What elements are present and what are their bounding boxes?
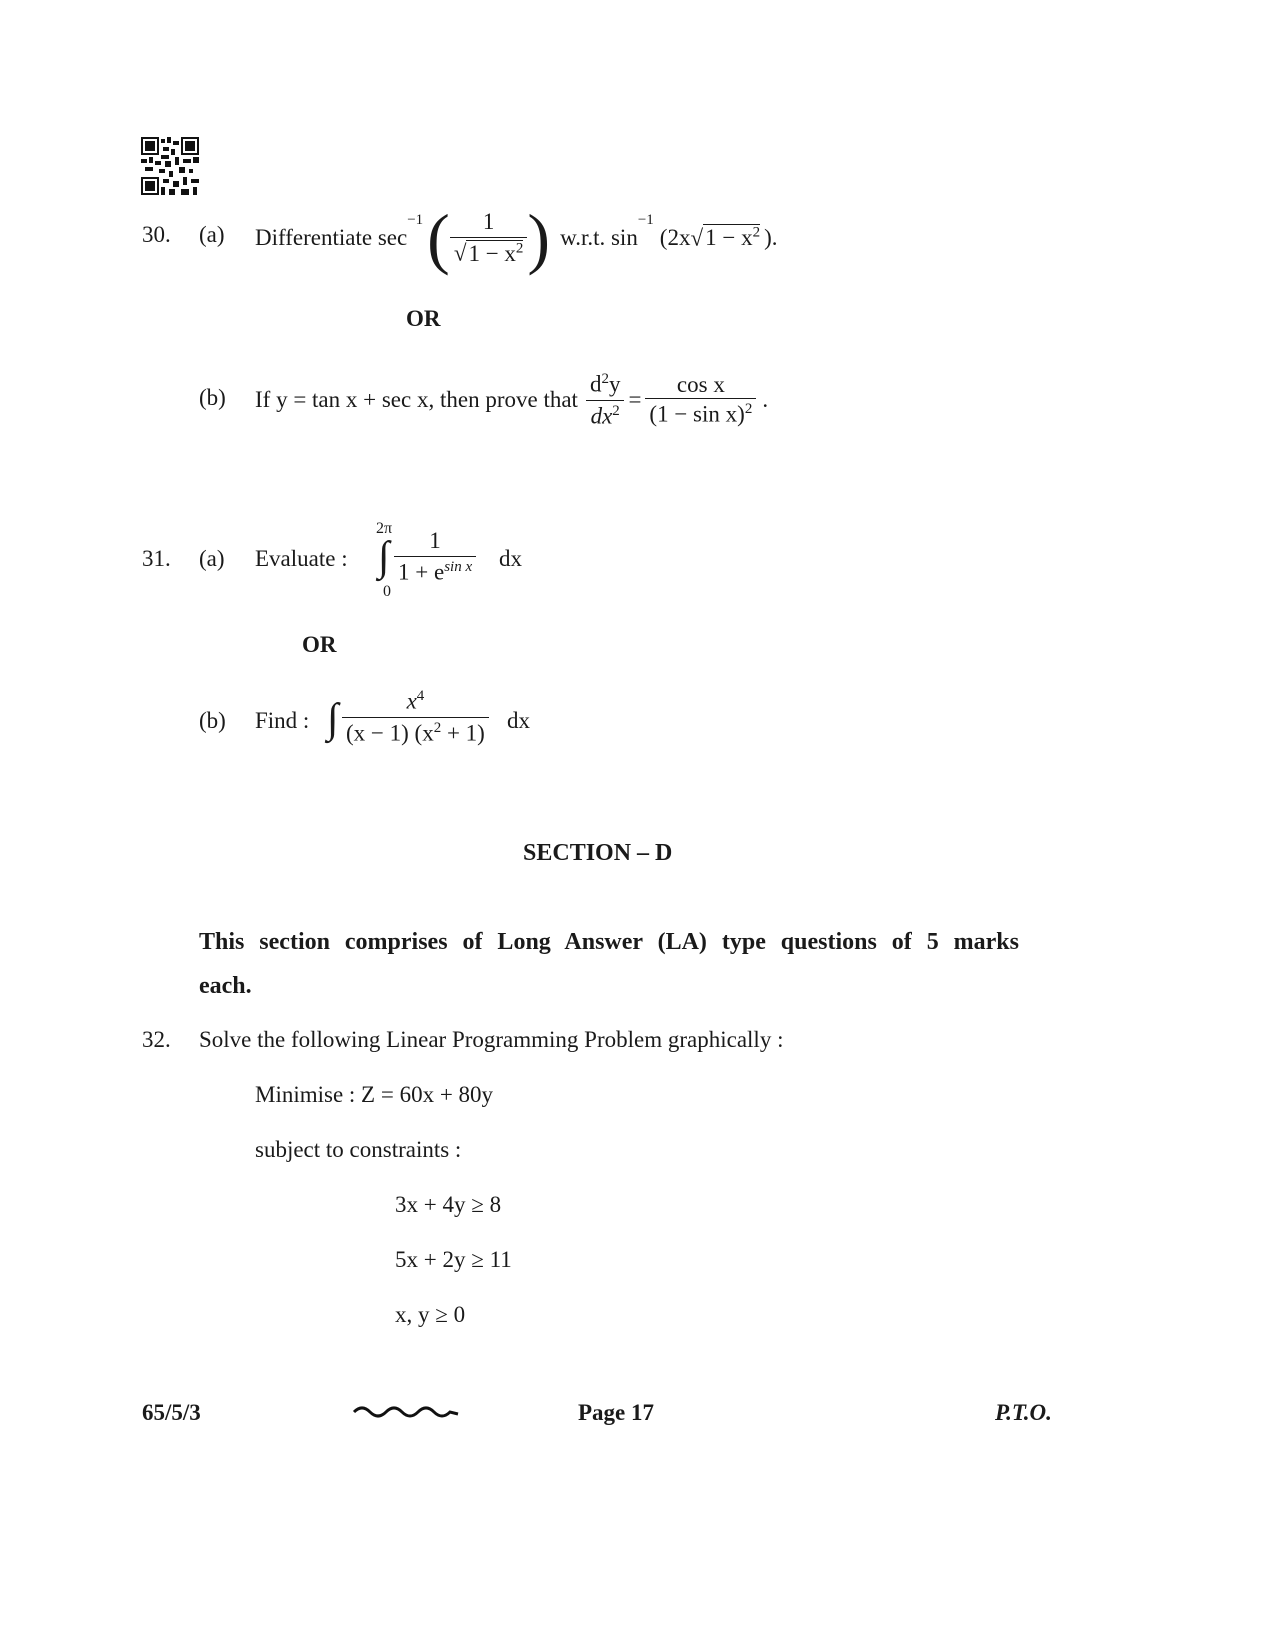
q30-b-lhs-den <box>586 401 625 430</box>
q31-a-num: 1 <box>394 528 476 557</box>
q32-constraint-1: 3x + 4y ≥ 8 <box>395 1192 502 1217</box>
q31-a-text: Evaluate : <box>255 546 348 571</box>
q30-a-arg-sqrt-body: 1 − x <box>705 225 753 251</box>
q30-a-question <box>255 198 778 278</box>
q32-objective: Minimise : Z = 60x + 80y <box>255 1082 494 1107</box>
right-paren: ) <box>527 200 551 276</box>
q30-or: OR <box>406 306 441 331</box>
wave-ornament <box>352 1402 460 1422</box>
q31-number: 31. <box>142 546 171 571</box>
q30-a-label: (a) <box>199 222 225 247</box>
integral-sign: ∫ <box>378 534 390 580</box>
q31-b-den-sup: 2 <box>433 719 442 736</box>
q31-a-fraction <box>394 528 476 586</box>
q31-b-text: Find : <box>255 708 310 733</box>
footer-page: Page 17 <box>578 1400 655 1425</box>
q30-b-end: . <box>762 387 769 412</box>
footer-code: 65/5/3 <box>142 1400 201 1425</box>
q32-constraint-2: 5x + 2y ≥ 11 <box>395 1247 512 1272</box>
q31-b-num-x: x <box>406 688 417 714</box>
q30-a-sqrt-sup: 2 <box>515 240 524 257</box>
q30-a-frac-den: $√1 - x^2$ <box>453 240 524 266</box>
q32-text: Solve the following Linear Programming Problem graphically : <box>199 1027 784 1052</box>
q30-a-wrt-sup: −1 <box>637 212 654 228</box>
q30-a-wrt: w.r.t. sin <box>560 225 638 250</box>
q30-a-fraction <box>450 209 528 267</box>
q30-b-rhs-num: cos x <box>645 372 756 399</box>
q31-a-den <box>394 557 476 586</box>
q31-a-lower: 0 <box>383 583 391 600</box>
q32-number: 32. <box>142 1027 171 1052</box>
q31-a-den-body: 1 + e <box>398 559 445 585</box>
rhs-den-sup: 2 <box>744 401 753 418</box>
section-intro: This section comprises of Long Answer (LA) type questions of 5 marks each. <box>199 929 1019 999</box>
q30-a-arg-sup: 2 <box>752 224 761 241</box>
q32-constraint-3: x, y ≥ 0 <box>395 1302 466 1327</box>
q30-a-arg-post: ). <box>764 225 778 250</box>
q31-b-den <box>342 718 489 747</box>
q31-b-label: (b) <box>199 708 226 733</box>
rhs-den-body: (1 − sin x) <box>649 401 745 427</box>
q30-b-rhs <box>645 372 756 428</box>
equals-sign: = <box>628 387 642 412</box>
q30-a-frac-num: 1 <box>450 209 528 238</box>
q31-b-den-pre: (x − 1) (x <box>346 720 434 746</box>
q30-a-text: Differentiate sec <box>255 225 408 250</box>
q30-number: 30. <box>142 222 171 247</box>
q30-a-arg-sqrt: $√1 - x^2$ <box>690 224 761 251</box>
q31-b-fraction <box>342 688 489 746</box>
q30-b-label: (b) <box>199 385 226 410</box>
lhs-d: d <box>589 371 602 397</box>
q31-b-num-sup: 4 <box>416 688 425 704</box>
qr-code <box>141 137 199 195</box>
q30-a-sup: −1 <box>407 212 424 228</box>
section-title: SECTION – D <box>523 840 673 866</box>
q30-a-arg-pre: (2x <box>659 225 691 250</box>
footer-pto: P.T.O. <box>995 1400 1052 1425</box>
q30-b-text: If y = tan x + sec x, then prove that <box>255 387 578 412</box>
q31-b-num <box>342 688 489 718</box>
q31-a-label: (a) <box>199 546 225 571</box>
lhs-dx: dx <box>590 403 613 429</box>
q30-b-lhs-num <box>586 371 625 401</box>
q31-b-den-post: + 1) <box>446 720 485 746</box>
lhs-y: y <box>608 371 621 397</box>
q30-b-rhs-den <box>645 399 756 428</box>
q30-b-lhs <box>586 371 625 429</box>
lhs-sup: 2 <box>601 370 609 387</box>
left-paren: ( <box>427 200 450 276</box>
lhs-den-sup: 2 <box>612 402 620 419</box>
q31-a-dx: dx <box>499 546 522 571</box>
q30-a-sqrt-body: 1 − x <box>468 240 516 266</box>
q31-b-dx: dx <box>507 708 530 733</box>
q31-a-den-sup: sin x <box>444 559 473 575</box>
q31-a-upper: 2π <box>376 520 393 537</box>
q32-subject: subject to constraints : <box>255 1137 462 1162</box>
q31-or: OR <box>302 632 337 657</box>
integral-sign: ∫ <box>327 696 339 742</box>
q30-b-question <box>255 362 768 438</box>
